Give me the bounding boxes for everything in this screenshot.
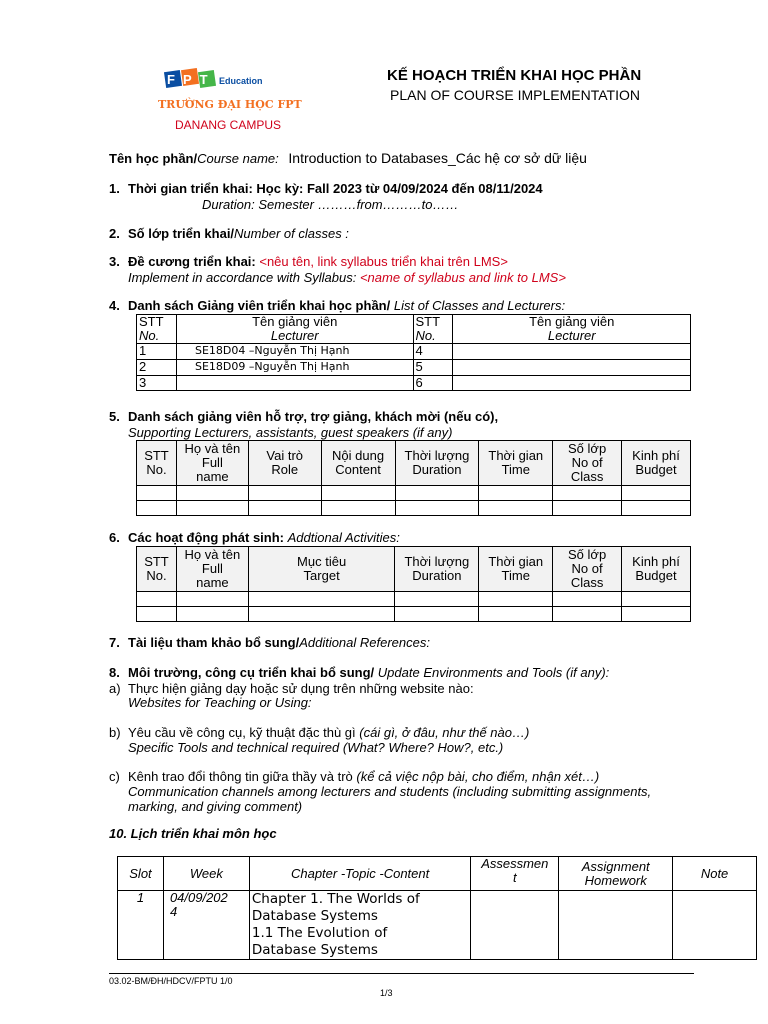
table-row [137,607,691,622]
s1-label: Thời gian triển khai: Học kỳ: Fall 2023 từ 04/09/2024 đến 08/11/2024 [128,181,543,196]
footer-rule [109,973,694,974]
table-header [137,315,691,344]
header-cell: Họ và tên Full name [176,547,248,592]
row-no: 3 [137,376,177,391]
s8-c-en1: Communication channels among lecturers and students (including submitting assignments, [128,784,652,799]
note-header: Note [673,857,757,891]
campus-name: DANANG CAMPUS [175,118,282,132]
header-cell: Mục tiêu Target [248,547,395,592]
header-cell: Thời gian Time [479,441,553,486]
week-header: Week [163,857,249,891]
s8-line [128,665,609,680]
header-cell: STT No. [137,547,177,592]
header-cell: Vai trò Role [248,441,321,486]
s2-num: 2. [109,226,120,241]
course-label-vi: Tên học phần/ [109,151,198,166]
title-en: PLAN OF COURSE IMPLEMENTATION [390,87,640,103]
header-cell: Nội dung Content [321,441,395,486]
school-name: TRƯỜNG ĐẠI HỌC FPT [158,98,302,111]
row-lecturer: SE18D09 –Nguyễn Thị Hạnh [176,360,413,376]
row-no: 2 [137,360,177,376]
lecturer-label-vi: Tên giảng viên [252,314,338,329]
s8-num: 8. [109,665,120,680]
page-number: 1/3 [380,988,393,998]
s8-label-en: Update Environments and Tools (if any): [377,665,610,680]
s8-c-mark: c) [109,769,120,784]
lecturers-table [136,314,691,391]
s4-label-vi: Danh sách Giảng viên triển khai học phần/ [128,298,391,313]
slot-header: Slot [118,857,164,891]
stt-label: STT [139,314,164,329]
header-cell: Số lớp No of Class [553,547,622,592]
supporting-lecturers-table [136,440,691,516]
s8-c-vi-italic: (kể cả việc nộp bài, cho điểm, nhận xét…) [356,769,600,784]
table-row [118,891,757,960]
s3-num: 3. [109,254,120,269]
s5-num: 5. [109,409,120,424]
s2-label-vi: Số lớp triển khai/ [128,226,235,241]
row-lecturer [453,376,691,391]
row-lecturer [453,360,691,376]
stt-label: STT [415,314,441,329]
s2-line [128,226,349,241]
header-cell: Thời lượng Duration [395,441,479,486]
additional-activities-table [136,546,691,622]
header-cell: Kinh phí Budget [622,441,691,486]
chapter-cell: Chapter 1. The Worlds of Database Systems 1.1 The Evolution of Database Systems [249,891,470,960]
s1-num: 1. [109,181,120,196]
row-no: 4 [413,344,453,360]
s8-c-vi: Kênh trao đổi thông tin giữa thầy và trò [128,769,353,784]
table-row [137,344,691,360]
s5-sub: Supporting Lecturers, assistants, guest speakers (if any) [128,425,453,440]
lecturer-label-en: Lecturer [547,328,596,343]
lecturer-label-vi: Tên giảng viên [529,314,615,329]
table-row [137,501,691,516]
course-value: Introduction to Databases_Các hệ cơ sở dữ liệu [288,150,587,166]
course-label-en: Course name: [197,151,279,166]
s8-c-en2: marking, and giving comment) [128,799,303,814]
s8-b-mark: b) [109,725,121,740]
table-row [137,376,691,391]
s3-red1: <nêu tên, link syllabus triển khai trên LMS> [259,254,508,269]
logo-brand: FPT [167,72,216,87]
s8-b-line [128,725,529,740]
row-no: 6 [413,376,453,391]
table-row [137,592,691,607]
s5-label: Danh sách giảng viên hỗ trợ, trợ giảng, khách mời (nếu có), [128,409,499,424]
course-schedule-table [117,856,757,960]
header-cell: Thời gian Time [479,547,553,592]
s4-line [128,298,565,313]
chapter-header: Chapter -Topic -Content [249,857,470,891]
s7-label-en: Additional References: [299,635,430,650]
header-cell: Số lớp No of Class [553,441,622,486]
s1-sub: Duration: Semester ………from………to…… [202,197,459,212]
title-vi: KẾ HOẠCH TRIỂN KHAI HỌC PHẦN [387,67,642,84]
table-row [137,486,691,501]
s8-a-en: Websites for Teaching or Using: [128,695,312,710]
table-header [137,441,691,486]
s10-label: 10. Lịch triển khai môn học [109,826,277,841]
table-header [137,547,691,592]
table-header [118,857,757,891]
s8-b-vi: Yêu cầu về công cụ, kỹ thuật đặc thù gì [128,725,356,740]
logo-education: Education [219,76,263,86]
row-no: 1 [137,344,177,360]
header-cell: Kinh phí Budget [622,547,691,592]
table-row [137,360,691,376]
s3-sub: Implement in accordance with Syllabus: [128,270,357,285]
header-cell: Họ và tên Full name [176,441,248,486]
s7-line [128,635,430,650]
s3-line [128,254,508,269]
s6-label-en: Addtional Activities: [287,530,400,545]
s4-label-en: List of Classes and Lecturers: [393,298,566,313]
slot-cell: 1 [118,891,164,960]
row-lecturer: SE18D04 –Nguyễn Thị Hạnh [176,344,413,360]
s8-a-vi: Thực hiện giảng dạy hoặc sử dụng trên những website nào: [128,681,474,696]
lecturer-label-en: Lecturer [270,328,319,343]
s7-label-vi: Tài liệu tham khảo bổ sung/ [128,635,300,650]
no-label: No. [139,328,160,343]
s8-a-mark: a) [109,681,121,696]
header-cell: STT No. [137,441,177,486]
assignment-header: Assignment Homework [559,857,673,891]
assessment-header: Assessmen t [471,857,559,891]
s6-label: Các hoạt động phát sinh: [128,530,284,545]
footer-code: 03.02-BM/ĐH/HDCV/FPTU 1/0 [109,976,233,986]
s6-line [128,530,400,545]
fpt-logo [163,68,273,94]
s3-red2: <name of syllabus and link to LMS> [359,270,566,285]
s8-b-en: Specific Tools and technical required (What? Where? How?, etc.) [128,740,504,755]
s7-num: 7. [109,635,120,650]
row-no: 5 [413,360,453,376]
s2-label-en: Number of classes : [234,226,349,241]
header-cell: Thời lượng Duration [395,547,479,592]
s3-label: Đề cương triển khai: [128,254,256,269]
s4-num: 4. [109,298,120,313]
s8-c-line [128,769,599,784]
row-lecturer [453,344,691,360]
no-label: No. [415,328,436,343]
s6-num: 6. [109,530,120,545]
row-lecturer [176,376,413,391]
s8-label-vi: Môi trường, công cụ triển khai bổ sung/ [128,665,375,680]
s8-b-vi-italic: (cái gì, ở đâu, như thế nào…) [359,725,530,740]
course-name-line [109,150,587,166]
week-cell: 04/09/202 4 [163,891,249,960]
s3-sub-line [128,270,566,285]
